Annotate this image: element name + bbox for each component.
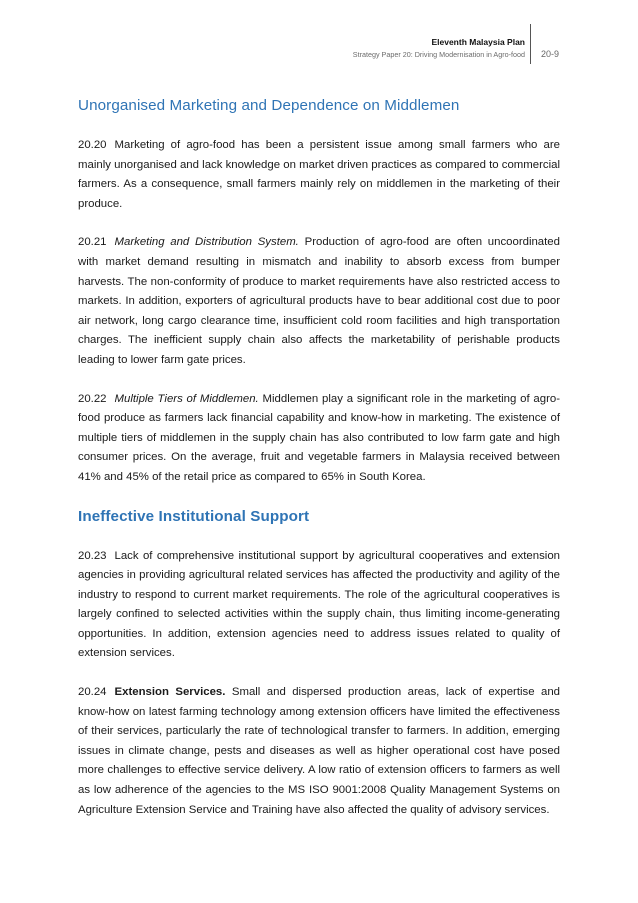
paragraph-20-22 — [78, 390, 560, 488]
paragraph-number: 20.21 — [78, 236, 107, 249]
paragraph-lead: Marketing and Distribution System. — [114, 236, 299, 249]
paragraph-20-24 — [78, 683, 560, 820]
heading-text: Ineffective Institutional Support — [78, 507, 310, 525]
header-text-block — [353, 36, 525, 61]
paragraph-number: 20.24 — [78, 686, 107, 699]
page-number: 20-9 — [541, 49, 560, 59]
document-body — [78, 96, 560, 820]
paragraph-number: 20.20 — [78, 139, 107, 151]
paragraph-text: Lack of comprehensive institutional support by agricultural cooperatives and extension agencies in providing agricultural related services has affected the productivity and agility of the industry to respond to current market requirements. The role of the agricultural cooperatives is largely confined to selected activities within the supply chain, thus limiting income-generating opportunities. In addition, extension agencies need to address issues related to quality of extension services. — [78, 549, 560, 660]
paragraph-lead: Extension Services. — [114, 686, 226, 699]
paragraph-20-20 — [78, 136, 560, 214]
paragraph-text: Marketing of agro-food has been a persistent issue among small farmers who are mainly unorganised and lack knowledge on market driven practices as compared to commercial farmers. As a consequence, small farmers mainly rely on middlemen in the marketing of their produce. — [78, 139, 560, 210]
paragraph-text: Small and dispersed production areas, lack of expertise and know-how on latest farming technology among extension officers have limited the effectiveness of their services, particularly the rate of technological transfer to farmers. In addition, emerging issues in climate change, pests and diseases as well as higher operational cost have posed more challenges to effective service delivery. A low ratio of extension officers to farmers as well as low adherence of the agencies to the MS ISO 9001:2008 Quality Management Systems on Agriculture Extension Service and Training have also affected the quality of advisory services. — [78, 686, 560, 816]
page-header — [0, 36, 638, 76]
header-divider — [530, 24, 531, 64]
paragraph-number: 20.23 — [78, 549, 107, 562]
paragraph-lead: Multiple Tiers of Middlemen. — [114, 392, 259, 405]
header-subtitle: Strategy Paper 20: Driving Modernisation in Agro-food — [352, 50, 525, 59]
paragraph-number: 20.22 — [78, 392, 107, 405]
section-heading-institutional — [78, 507, 560, 527]
paragraph-text: Middlemen play a significant role in the marketing of agro-food produce as farmers lack financial capability and know-how in marketing. The existence of multiple tiers of middlemen in the supply chain has also contributed to low farm gate and high consumer prices. On the average, fruit and vegetable farmers in Malaysia received between 41% and 45% of the retail price as compared to 65% in South Korea. — [78, 392, 560, 483]
section-heading-marketing: Unorganised Marketing and Dependence on Middlemen — [78, 97, 460, 114]
header-title: Eleventh Malaysia Plan — [431, 37, 525, 47]
paragraph-20-21 — [78, 233, 560, 370]
paragraph-text: Production of agro-food are often uncoordinated with market demand resulting in mismatch and inability to absorb excess from bumper harvests. The non-conformity of produce to market requirements have also restricted access to markets. In addition, exporters of agricultural products have to bear additional cost due to poor air network, long cargo clearance time, insufficient cold room facilities and high transportation charges. The inefficient supply chain also affects the marketability of perishable products leading to lower farm gate prices. — [78, 236, 560, 366]
paragraph-20-23 — [78, 547, 560, 665]
